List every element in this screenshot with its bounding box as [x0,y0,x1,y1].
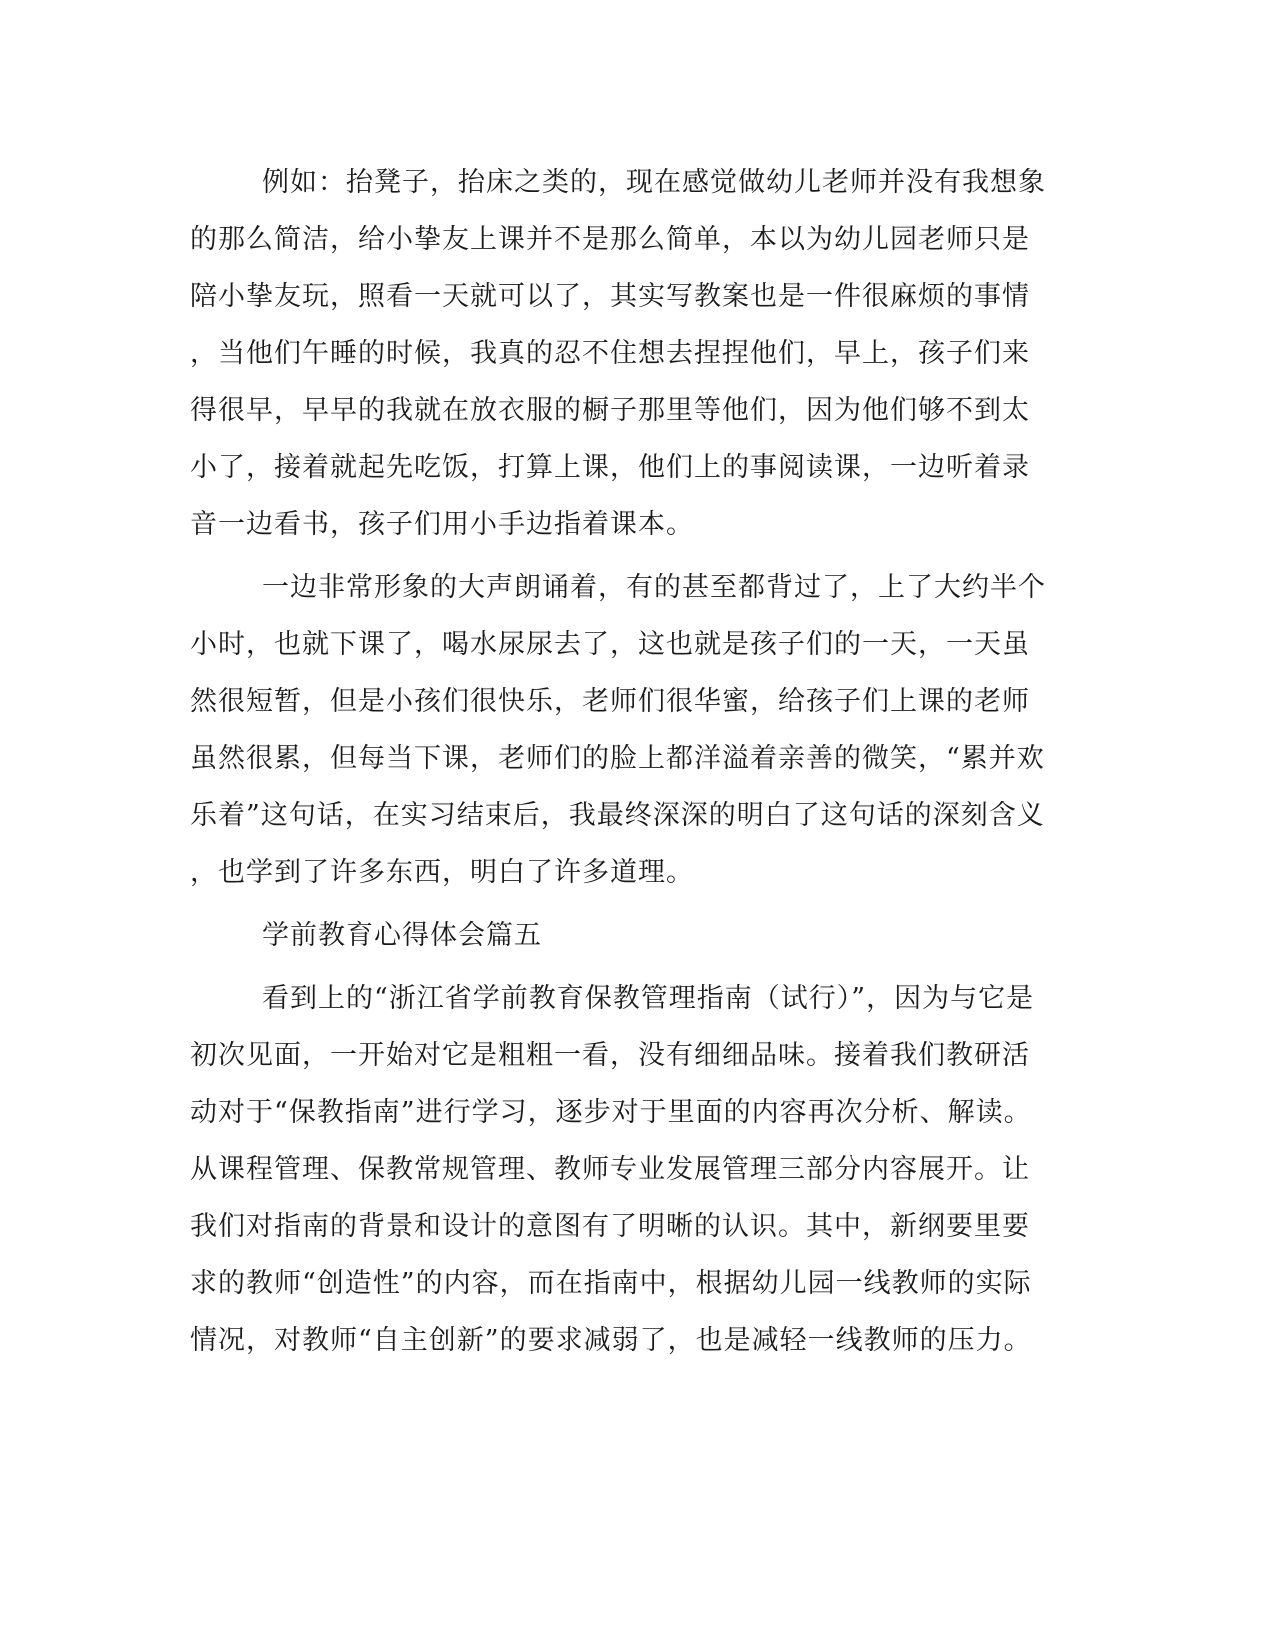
section-heading: 学前教育心得体会篇五 [262,920,542,951]
paragraph-line: 音一边看书，孩子们用小手边指着课本。 [190,509,694,540]
paragraph-line: 初次见面，一开始对它是粗粗一看，没有细细品味。接着我们教研活 [190,1040,1030,1071]
paragraph-line: ，当他们午睡的时候，我真的忍不住想去捏捏他们，早上，孩子们来 [190,338,1030,369]
paragraph-line: 求的教师“创造性”的内容，而在指南中，根据幼儿园一线教师的实际 [190,1268,1032,1299]
paragraph-line: 陪小挚友玩，照看一天就可以了，其实写教案也是一件很麻烦的事情 [190,281,1030,312]
paragraph-line: 动对于“保教指南”进行学习，逐步对于里面的内容再次分析、解读。 [190,1097,1032,1128]
paragraph-line: ，也学到了许多东西，明白了许多道理。 [190,857,694,888]
paragraph-line: 乐着”这句话，在实习结束后，我最终深深的明白了这句话的深刻含义 [190,800,1045,831]
paragraph-line: 情况，对教师“自主创新”的要求减弱了，也是减轻一线教师的压力。 [190,1325,1032,1356]
paragraph-line: 然很短暂，但是小孩们很快乐，老师们很华蜜，给孩子们上课的老师 [190,686,1030,717]
paragraph-line: 我们对指南的背景和设计的意图有了明晰的认识。其中，新纲要里要 [190,1211,1030,1242]
paragraph-line: 得很早，早早的我就在放衣服的橱子那里等他们，因为他们够不到太 [190,395,1030,426]
paragraph-line: 小了，接着就起先吃饭，打算上课，他们上的事阅读课，一边听着录 [190,452,1030,483]
paragraph-line: 一边非常形象的大声朗诵着，有的甚至都背过了，上了大约半个 [262,572,1046,603]
paragraph-line: 小时，也就下课了，喝水尿尿去了，这也就是孩子们的一天，一天虽 [190,629,1030,660]
paragraph-line: 从课程管理、保教常规管理、教师专业发展管理三部分内容展开。让 [190,1154,1030,1185]
paragraph-line: 看到上的“浙江省学前教育保教管理指南（试行）”，因为与它是 [262,983,1035,1014]
paragraph-line: 虽然很累，但每当下课，老师们的脸上都洋溢着亲善的微笑，“累并欢 [190,743,1045,774]
paragraph-line: 的那么简洁，给小挚友上课并不是那么简单，本以为幼儿园老师只是 [190,224,1030,255]
paragraph-line: 例如：抬凳子，抬床之类的，现在感觉做幼儿老师并没有我想象 [262,167,1046,198]
